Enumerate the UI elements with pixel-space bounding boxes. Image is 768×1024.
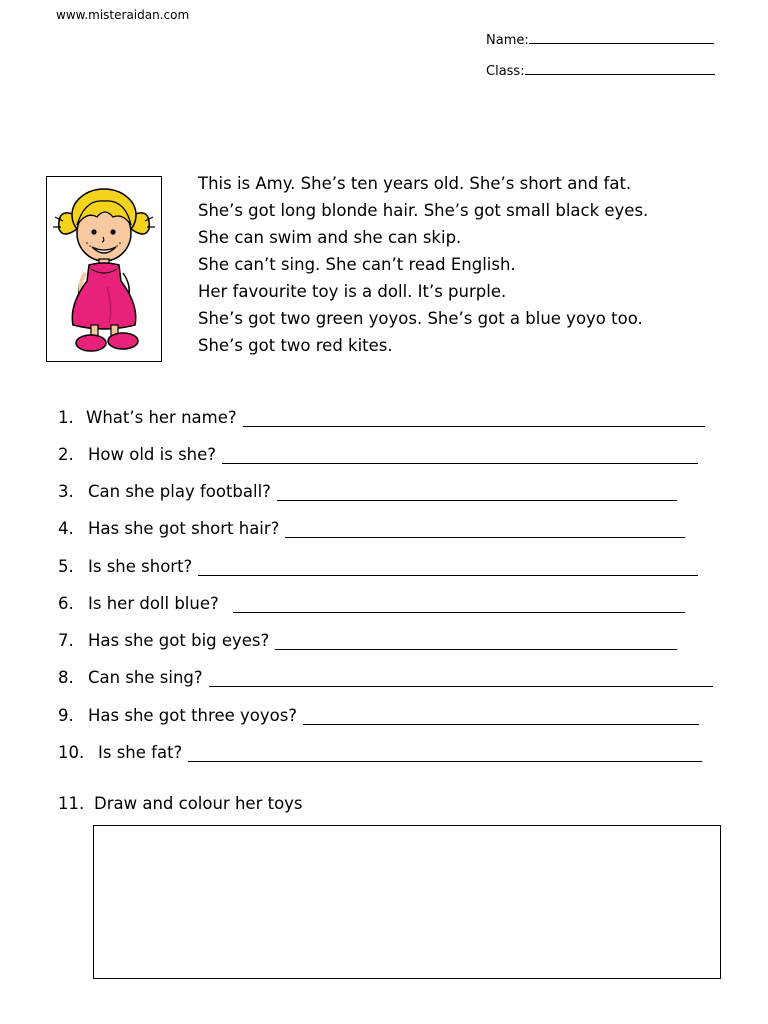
answer-line[interactable] — [222, 449, 698, 464]
answer-line[interactable] — [198, 561, 698, 576]
question-text: Has she got three yoyos? — [88, 706, 298, 725]
question-text: Has she got short hair? — [88, 519, 280, 538]
passage-line: This is Amy. She’s ten years old. She’s short and fat. — [198, 174, 632, 193]
question-text: Has she got big eyes? — [88, 631, 270, 650]
question-text: How old is she? — [88, 445, 217, 464]
illustration-frame — [46, 176, 162, 362]
question-number: 7. — [58, 631, 74, 650]
reading-passage — [198, 170, 648, 359]
question-7 — [58, 628, 677, 650]
question-text: Can she sing? — [88, 668, 203, 687]
answer-line[interactable] — [275, 635, 677, 650]
question-number: 10. — [58, 743, 85, 762]
question-8 — [58, 665, 713, 687]
question-6 — [58, 591, 685, 613]
answer-line[interactable] — [303, 710, 699, 725]
question-number: 3. — [58, 482, 74, 501]
question-3 — [58, 479, 677, 501]
question-number: 8. — [58, 668, 74, 687]
question-number: 2. — [58, 445, 74, 464]
answer-line[interactable] — [285, 523, 685, 538]
question-text: What’s her name? — [86, 408, 237, 427]
passage-line: She can’t sing. She can’t read English. — [198, 255, 516, 274]
question-9 — [58, 703, 699, 725]
site-url: www.misteraidan.com — [56, 8, 190, 22]
question-number: 5. — [58, 557, 74, 576]
question-number: 4. — [58, 519, 74, 538]
name-label: Name: — [486, 33, 529, 48]
passage-line: She’s got two green yoyos. She’s got a blue yoyo too. — [198, 309, 643, 328]
answer-line[interactable] — [188, 747, 702, 762]
name-field — [486, 31, 714, 48]
question-1 — [58, 405, 705, 427]
answer-line[interactable] — [209, 672, 713, 687]
class-label: Class: — [486, 64, 525, 79]
passage-line: She can swim and she can skip. — [198, 228, 462, 247]
question-text: Is she fat? — [98, 743, 183, 762]
answer-line[interactable] — [233, 598, 685, 613]
question-4 — [58, 516, 685, 538]
passage-line: She’s got two red kites. — [198, 336, 393, 355]
question-2 — [58, 442, 698, 464]
question-text: Can she play football? — [88, 482, 271, 501]
drawing-task — [58, 794, 303, 813]
passage-line: Her favourite toy is a doll. It’s purple. — [198, 282, 507, 301]
question-number: 11. — [58, 794, 85, 813]
class-answer-line[interactable] — [525, 62, 715, 75]
girl-illustration-icon — [47, 177, 161, 361]
name-answer-line[interactable] — [529, 31, 714, 44]
passage-line: She’s got long blonde hair. She’s got small black eyes. — [198, 201, 649, 220]
question-text: Is she short? — [88, 557, 193, 576]
question-5 — [58, 554, 698, 576]
question-10 — [58, 740, 702, 762]
question-number: 6. — [58, 594, 74, 613]
class-field — [486, 62, 715, 79]
question-text: Is her doll blue? — [88, 594, 219, 613]
answer-line[interactable] — [277, 486, 677, 501]
drawing-task-text: Draw and colour her toys — [94, 794, 303, 813]
question-number: 1. — [58, 408, 74, 427]
question-number: 9. — [58, 706, 74, 725]
drawing-box[interactable] — [93, 825, 721, 979]
answer-line[interactable] — [243, 412, 705, 427]
